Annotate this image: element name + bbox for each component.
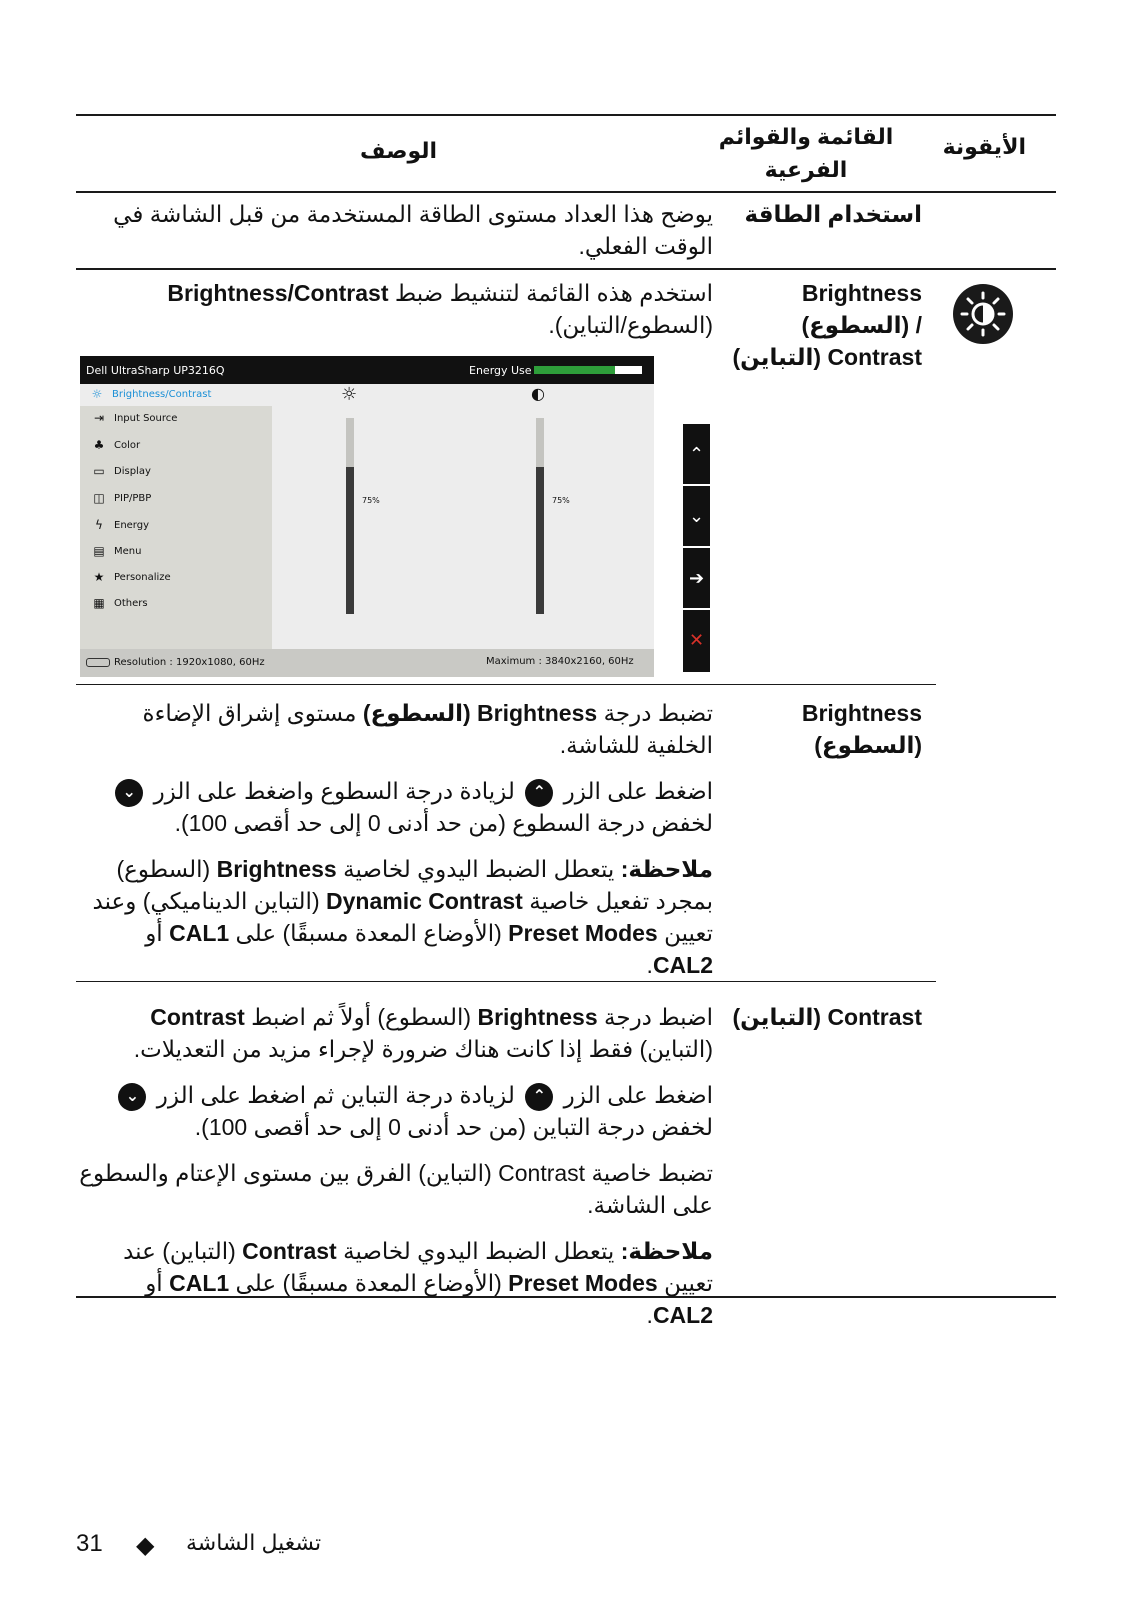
- osd-enter-button[interactable]: [683, 548, 710, 608]
- menu-icon: ▤: [93, 544, 105, 558]
- text: تضبط درجة: [597, 700, 713, 726]
- bc-desc-prefix: استخدم هذه القائمة لتنشيط ضبط: [388, 280, 713, 306]
- osd-item-energy[interactable]: [90, 515, 149, 535]
- osd-contrast-value: 75%: [552, 496, 570, 505]
- note-label: ملاحظة:: [620, 856, 713, 882]
- row-brightness-desc: [73, 697, 713, 995]
- chevron-up-button-icon: ⌃: [525, 779, 553, 807]
- text-bold: CAL2: [652, 1302, 713, 1328]
- osd-exit-button[interactable]: [683, 610, 710, 672]
- energy-icon: ϟ: [95, 518, 103, 532]
- row-energy-label: استخدام الطاقة: [744, 201, 922, 227]
- text-bold: CAL1: [169, 920, 230, 946]
- osd-item-menu[interactable]: [90, 541, 141, 561]
- text-bold: Preset Modes: [508, 1270, 658, 1296]
- osd-down-button[interactable]: [683, 486, 710, 546]
- osd-item-display[interactable]: [90, 461, 151, 481]
- osd-item-label: Color: [114, 439, 141, 451]
- text: (التباين) عند تعيين: [123, 1238, 713, 1296]
- text: اضغط على الزر: [557, 778, 713, 804]
- text-bold: Preset Modes: [508, 920, 658, 946]
- bc-desc-suffix: (السطوع/التباين).: [548, 312, 713, 338]
- text-bold: Brightness (السطوع): [362, 700, 598, 726]
- chevron-down-button-icon: ⌄: [118, 1083, 146, 1111]
- osd-energy-fill: [534, 366, 615, 374]
- osd-item-label: Energy: [114, 519, 150, 531]
- osd-item-label: Menu: [114, 545, 142, 557]
- star-icon: ★: [93, 570, 105, 584]
- chevron-down-button-icon: ⌄: [115, 779, 143, 807]
- row-brightness-label-line1: Brightness: [801, 700, 922, 726]
- osd-item-brightness-contrast[interactable]: [88, 384, 211, 404]
- text: اضغط على الزر: [557, 1082, 713, 1108]
- header-description: الوصف: [360, 138, 438, 163]
- text: لزيادة درجة السطوع واضغط على الزر: [147, 778, 522, 804]
- osd-item-label: PIP/PBP: [114, 492, 152, 504]
- text: (السطوع) بمجرد تفعيل خاصية: [116, 856, 713, 914]
- osd-resolution: Resolution : 1920x1080, 60Hz: [114, 657, 265, 668]
- brightness-contrast-icon: [953, 284, 1013, 344]
- header-menu-line2: الفرعية: [764, 157, 848, 182]
- osd-brightness-slider[interactable]: [346, 418, 354, 614]
- close-icon: ✕: [688, 630, 705, 650]
- osd-item-pip-pbp[interactable]: [90, 488, 151, 508]
- text: أو: [145, 920, 170, 946]
- osd-screenshot: [80, 356, 654, 677]
- text-bold: Contrast: [150, 1004, 245, 1030]
- osd-contrast-icon: ◐: [531, 384, 545, 403]
- pip-pbp-icon: ◫: [93, 491, 105, 505]
- osd-contrast-fill: [536, 467, 544, 614]
- row-brightness-label-line2: (السطوع): [814, 732, 922, 758]
- chevron-down-icon: ⌄: [688, 506, 705, 526]
- text: يتعطل الضبط اليدوي لخاصية: [336, 1238, 621, 1264]
- brightness-note: [73, 853, 713, 981]
- row-contrast-desc: [73, 1001, 713, 1345]
- osd-maximum: Maximum : 3840x2160, 60Hz: [486, 656, 634, 667]
- osd-item-label: Display: [114, 465, 151, 477]
- text: (التباين) فقط إذا كانت هناك ضرورة لإجراء مزيد من التعديلات.: [133, 1036, 713, 1062]
- sun-contrast-icon-svg: [953, 284, 1013, 344]
- chevron-up-button-icon: ⌃: [525, 1083, 553, 1111]
- osd-energy-meter: [534, 366, 642, 374]
- osd-brightness-icon: ☼: [91, 387, 103, 401]
- row-energy-bottom-rule: [76, 268, 1056, 270]
- text: .: [646, 952, 653, 978]
- osd-item-label: Others: [114, 597, 148, 609]
- brightness-p2: [73, 775, 713, 839]
- text: (التباين الديناميكي) وعند تعيين: [92, 888, 713, 946]
- osd-item-label: Personalize: [114, 571, 171, 583]
- osd-up-button[interactable]: [683, 424, 710, 484]
- header-menu: [716, 120, 896, 186]
- text: لزيادة درجة التباين ثم اضغط على الزر: [150, 1082, 522, 1108]
- brightness-p1: [73, 697, 713, 761]
- text-bold: Contrast: [242, 1238, 337, 1264]
- input-source-icon: ⇥: [93, 411, 105, 425]
- text: .: [646, 1302, 653, 1328]
- diamond-icon: ◆: [136, 1532, 155, 1559]
- text-bold: CAL2: [652, 952, 713, 978]
- color-icon: ♣: [93, 438, 105, 452]
- chevron-up-icon: ⌃: [688, 444, 705, 464]
- text-bold: Dynamic Contrast: [326, 888, 523, 914]
- osd-item-brightness-contrast-label: Brightness/Contrast: [112, 388, 212, 400]
- osd-model: Dell UltraSharp UP3216Q: [86, 364, 225, 377]
- osd-brightness-fill: [346, 467, 354, 614]
- others-icon: ▦: [93, 596, 105, 610]
- osd-item-label: Input Source: [114, 412, 178, 424]
- osd-brightness-value: 75%: [362, 496, 380, 505]
- osd-sun-icon: ☼: [341, 384, 358, 405]
- arrow-right-icon: ➔: [688, 568, 705, 588]
- osd-item-personalize[interactable]: [90, 567, 171, 587]
- osd-item-color[interactable]: [90, 435, 140, 455]
- osd-connector-icon: [86, 658, 110, 667]
- page-number: 31: [76, 1530, 103, 1557]
- osd-item-others[interactable]: [90, 593, 148, 613]
- text: (السطوع) أولاً ثم اضبط: [244, 1004, 478, 1030]
- text: أو: [145, 1270, 170, 1296]
- contrast-p1: [73, 1001, 713, 1065]
- osd-menu: [80, 406, 272, 649]
- text: اضبط درجة: [597, 1004, 713, 1030]
- text: (الأوضاع المعدة مسبقًا) على: [229, 1270, 509, 1296]
- row-bc-label: [732, 277, 922, 373]
- osd-item-input-source[interactable]: [90, 408, 177, 428]
- bc-desc-bold: Brightness/Contrast: [167, 280, 389, 306]
- text: (الأوضاع المعدة مسبقًا) على: [229, 920, 509, 946]
- note-label: ملاحظة:: [620, 1238, 713, 1264]
- row-energy-desc: يوضح هذا العداد مستوى الطاقة المستخدمة من قبل الشاشة في الوقت الفعلي.: [113, 201, 713, 259]
- row-brightness-label: [732, 697, 922, 761]
- table-top-rule: [76, 114, 1056, 116]
- header-menu-line1: القائمة والقوائم: [718, 124, 894, 149]
- row-bc-label-line3: Contrast (التباين): [732, 344, 922, 370]
- text: لخفض درجة التباين (من حد أدنى 0 إلى حد أقصى 100).: [194, 1114, 713, 1140]
- text-bold: Brightness: [477, 1004, 598, 1030]
- text: يتعطل الضبط اليدوي لخاصية: [336, 856, 621, 882]
- text-bold: Brightness: [216, 856, 337, 882]
- text: مستوى إشراق الإضاءة الخلفية للشاشة.: [142, 700, 713, 758]
- contrast-p3: تضبط خاصية Contrast (التباين) الفرق بين مستوى الإعتام والسطوع على الشاشة.: [79, 1160, 713, 1218]
- contrast-note: [73, 1235, 713, 1331]
- osd-energy-label: Energy Use: [469, 364, 532, 377]
- display-icon: ▭: [93, 464, 105, 478]
- row-contrast-label: Contrast (التباين): [732, 1004, 922, 1030]
- header-icon: الأيقونة: [942, 134, 1026, 159]
- row-bc-bottom-rule: [76, 684, 936, 685]
- osd-title-bar: [80, 356, 654, 384]
- row-bc-label-line1: Brightness: [801, 280, 922, 306]
- contrast-p2: [73, 1079, 713, 1143]
- text-bold: CAL1: [169, 1270, 230, 1296]
- row-bc-label-line2: / (السطوع): [801, 312, 922, 338]
- row-bc-desc: [73, 277, 713, 341]
- text: لخفض درجة السطوع (من حد أدنى 0 إلى حد أقصى 100).: [174, 810, 713, 836]
- osd-status-bar: [80, 649, 654, 677]
- header-bottom-rule: [76, 191, 1056, 193]
- osd-contrast-slider[interactable]: [536, 418, 544, 614]
- footer-section: تشغيل الشاشة: [186, 1530, 322, 1555]
